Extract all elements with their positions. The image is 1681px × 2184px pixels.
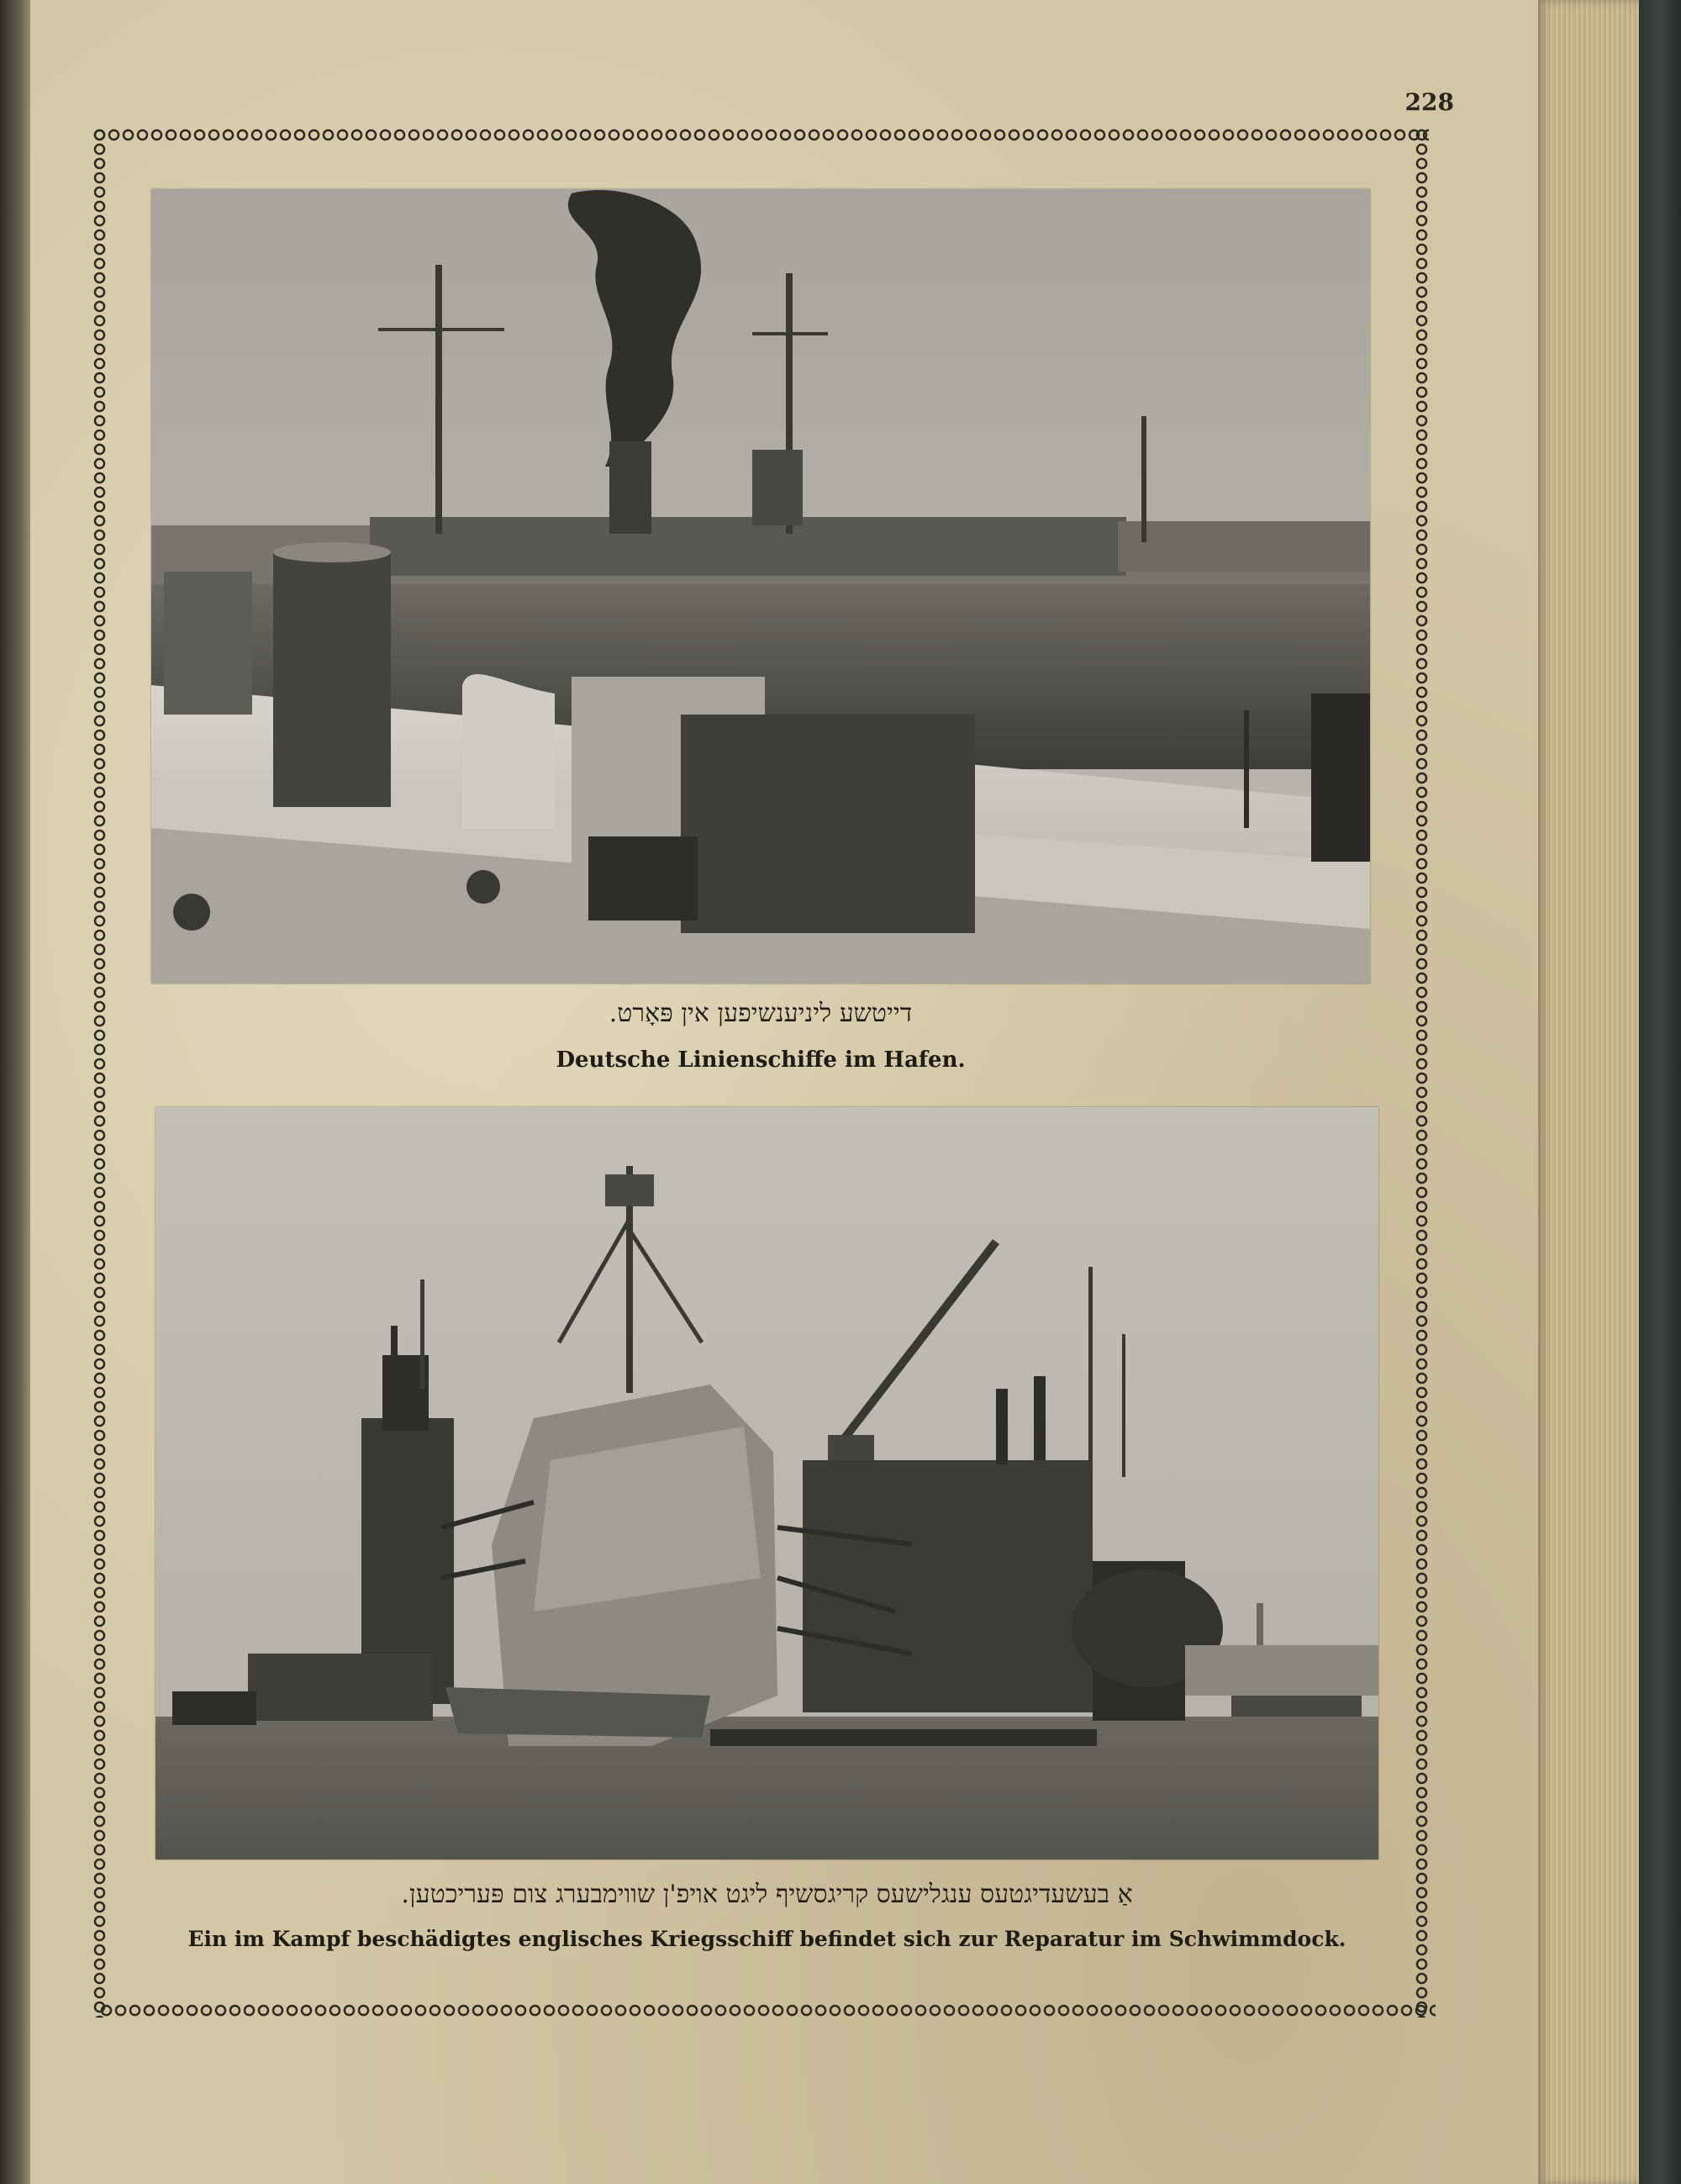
decorative-border-top	[92, 128, 1429, 142]
page-edges	[1538, 0, 1639, 2184]
caption-german-top: Deutsche Linienschiffe im Hafen.	[556, 1047, 966, 1073]
book-binding-left	[0, 0, 34, 2184]
decorative-border-left	[92, 128, 107, 2018]
page-number: 228	[1404, 88, 1454, 116]
caption-yiddish-bottom: אַ בעשעדיגטעס ענגלישעס קריגסשיף ליגט אויפ'ן שווימבערג צום פּעריכטען.	[401, 1880, 1133, 1909]
decorative-border-bottom	[99, 2003, 1436, 2018]
decorative-border-right	[1415, 128, 1429, 2018]
book-cover-edge	[1639, 0, 1681, 2184]
caption-yiddish-top: דייטשע ליניענשיפען אין פּאָרט.	[609, 999, 913, 1028]
photo-battleships-harbor	[151, 189, 1370, 984]
photo-warship-floating-dock	[155, 1107, 1378, 1860]
caption-german-bottom: Ein im Kampf beschädigtes englisches Kriegsschiff befindet sich zur Reparatur im Schwimmdock.	[187, 1927, 1346, 1951]
